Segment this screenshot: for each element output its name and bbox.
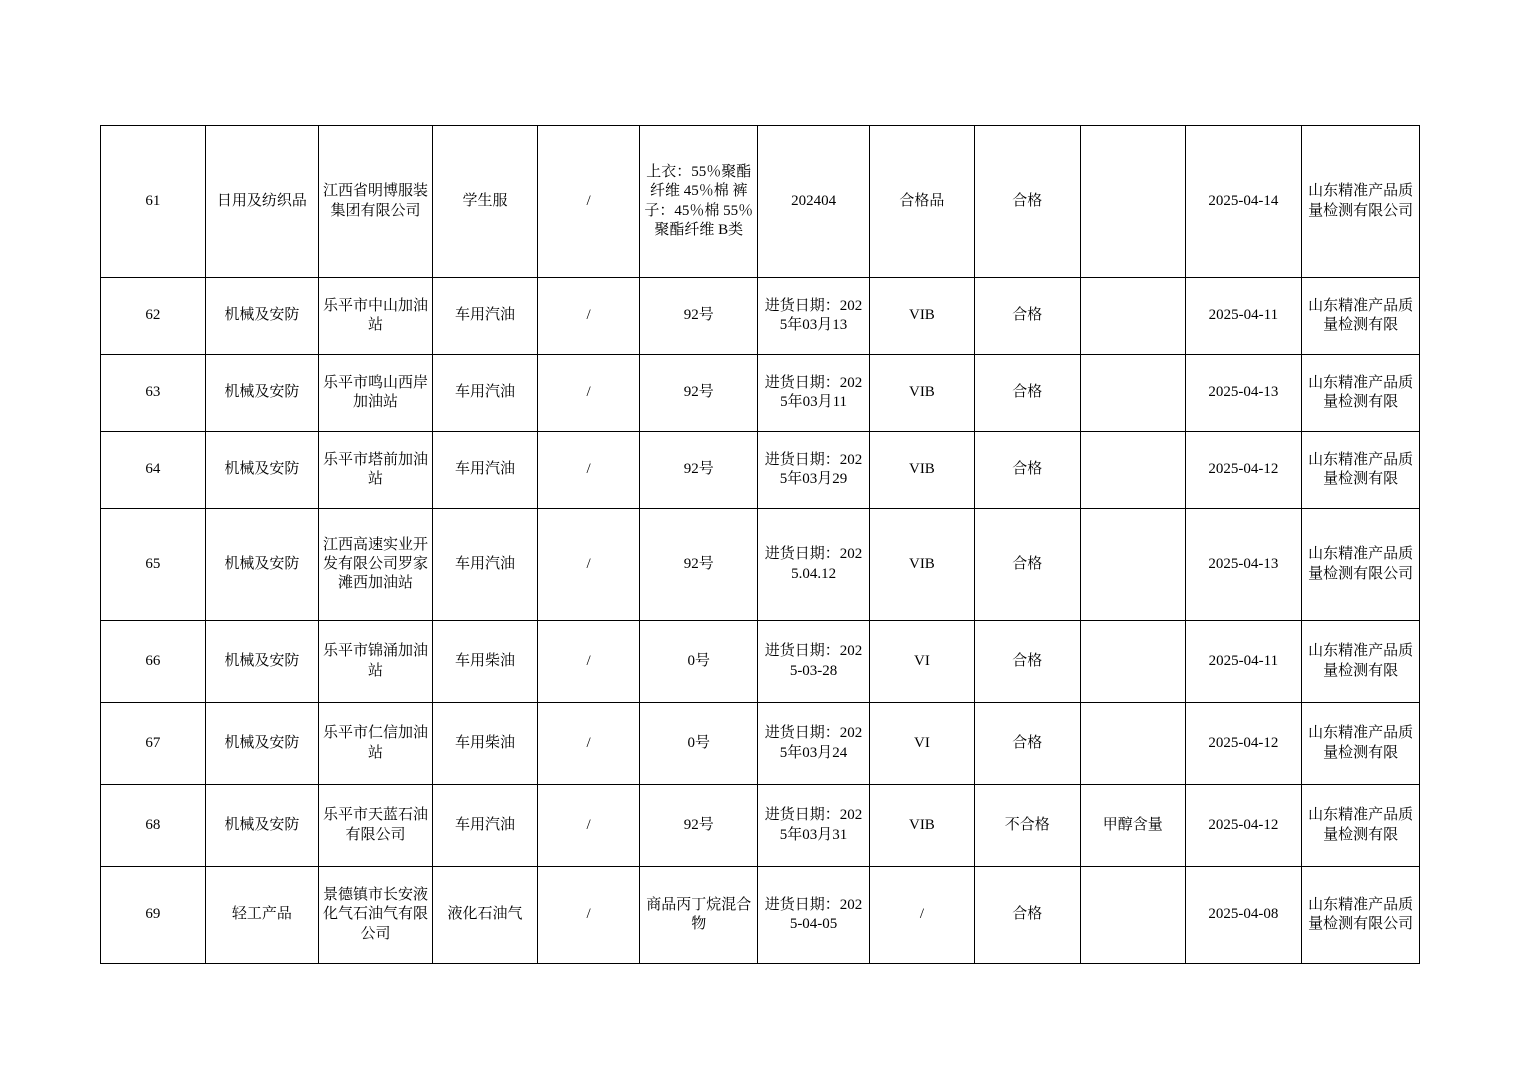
cell-seq: 63	[101, 355, 206, 432]
cell-failed-items	[1080, 867, 1185, 964]
cell-product: 车用柴油	[433, 703, 538, 785]
cell-conclusion: 合格	[974, 621, 1080, 703]
cell-batch: 进货日期：2025-03-28	[758, 621, 870, 703]
cell-brand: /	[537, 278, 639, 355]
cell-lab: 山东精准产品质量检测有限公司	[1302, 126, 1420, 278]
table-row	[101, 785, 1420, 867]
inspection-results-table	[100, 125, 1420, 964]
cell-lab: 山东精准产品质量检测有限	[1302, 432, 1420, 509]
cell-brand: /	[537, 355, 639, 432]
cell-date: 2025-04-12	[1185, 432, 1302, 509]
cell-brand: /	[537, 703, 639, 785]
cell-product: 车用汽油	[433, 278, 538, 355]
cell-category: 机械及安防	[205, 278, 318, 355]
cell-batch: 202404	[758, 126, 870, 278]
cell-spec: 92号	[640, 432, 758, 509]
cell-grade: VIB	[870, 785, 975, 867]
cell-lab: 山东精准产品质量检测有限	[1302, 785, 1420, 867]
cell-grade: VIB	[870, 355, 975, 432]
cell-product: 液化石油气	[433, 867, 538, 964]
cell-grade: /	[870, 867, 975, 964]
cell-batch: 进货日期：2025年03月31	[758, 785, 870, 867]
cell-grade: 合格品	[870, 126, 975, 278]
cell-category: 机械及安防	[205, 509, 318, 621]
cell-date: 2025-04-12	[1185, 703, 1302, 785]
cell-conclusion: 合格	[974, 867, 1080, 964]
cell-unit: 乐平市仁信加油站	[318, 703, 432, 785]
cell-lab: 山东精准产品质量检测有限	[1302, 278, 1420, 355]
cell-seq: 68	[101, 785, 206, 867]
cell-batch: 进货日期：2025年03月29	[758, 432, 870, 509]
cell-date: 2025-04-12	[1185, 785, 1302, 867]
cell-failed-items	[1080, 432, 1185, 509]
cell-seq: 69	[101, 867, 206, 964]
cell-date: 2025-04-08	[1185, 867, 1302, 964]
cell-lab: 山东精准产品质量检测有限	[1302, 621, 1420, 703]
cell-failed-items	[1080, 278, 1185, 355]
cell-category: 机械及安防	[205, 785, 318, 867]
cell-brand: /	[537, 621, 639, 703]
cell-product: 车用汽油	[433, 785, 538, 867]
cell-unit: 乐平市鸣山西岸加油站	[318, 355, 432, 432]
cell-product: 车用汽油	[433, 355, 538, 432]
cell-date: 2025-04-14	[1185, 126, 1302, 278]
cell-batch: 进货日期：2025-04-05	[758, 867, 870, 964]
cell-category: 机械及安防	[205, 355, 318, 432]
cell-failed-items	[1080, 355, 1185, 432]
table-row	[101, 509, 1420, 621]
cell-seq: 64	[101, 432, 206, 509]
table-row	[101, 126, 1420, 278]
table-row	[101, 432, 1420, 509]
cell-unit: 乐平市锦涌加油站	[318, 621, 432, 703]
cell-seq: 65	[101, 509, 206, 621]
cell-category: 机械及安防	[205, 703, 318, 785]
cell-grade: VIB	[870, 278, 975, 355]
cell-grade: VI	[870, 621, 975, 703]
cell-brand: /	[537, 867, 639, 964]
table-row	[101, 703, 1420, 785]
cell-category: 机械及安防	[205, 432, 318, 509]
cell-conclusion: 不合格	[974, 785, 1080, 867]
cell-lab: 山东精准产品质量检测有限	[1302, 703, 1420, 785]
cell-grade: VIB	[870, 432, 975, 509]
cell-grade: VI	[870, 703, 975, 785]
cell-product: 车用汽油	[433, 432, 538, 509]
cell-conclusion: 合格	[974, 126, 1080, 278]
cell-spec: 0号	[640, 621, 758, 703]
cell-unit: 乐平市天蓝石油有限公司	[318, 785, 432, 867]
cell-batch: 进货日期：2025年03月13	[758, 278, 870, 355]
cell-lab: 山东精准产品质量检测有限公司	[1302, 867, 1420, 964]
cell-category: 机械及安防	[205, 621, 318, 703]
cell-brand: /	[537, 126, 639, 278]
cell-unit: 江西省明博服装集团有限公司	[318, 126, 432, 278]
cell-spec: 92号	[640, 355, 758, 432]
cell-product: 车用柴油	[433, 621, 538, 703]
cell-spec: 92号	[640, 509, 758, 621]
cell-unit: 江西高速实业开发有限公司罗家滩西加油站	[318, 509, 432, 621]
cell-date: 2025-04-13	[1185, 509, 1302, 621]
cell-seq: 61	[101, 126, 206, 278]
cell-category: 轻工产品	[205, 867, 318, 964]
cell-conclusion: 合格	[974, 509, 1080, 621]
cell-date: 2025-04-11	[1185, 621, 1302, 703]
cell-brand: /	[537, 432, 639, 509]
table-row	[101, 621, 1420, 703]
cell-failed-items: 甲醇含量	[1080, 785, 1185, 867]
cell-date: 2025-04-11	[1185, 278, 1302, 355]
cell-seq: 62	[101, 278, 206, 355]
cell-brand: /	[537, 785, 639, 867]
table-row	[101, 867, 1420, 964]
cell-conclusion: 合格	[974, 703, 1080, 785]
cell-conclusion: 合格	[974, 278, 1080, 355]
cell-seq: 67	[101, 703, 206, 785]
cell-seq: 66	[101, 621, 206, 703]
cell-failed-items	[1080, 509, 1185, 621]
table-row	[101, 355, 1420, 432]
cell-lab: 山东精准产品质量检测有限公司	[1302, 509, 1420, 621]
cell-conclusion: 合格	[974, 355, 1080, 432]
cell-unit: 景德镇市长安液化气石油气有限公司	[318, 867, 432, 964]
cell-unit: 乐平市中山加油站	[318, 278, 432, 355]
cell-spec: 92号	[640, 785, 758, 867]
cell-batch: 进货日期：2025年03月11	[758, 355, 870, 432]
cell-spec: 0号	[640, 703, 758, 785]
cell-lab: 山东精准产品质量检测有限	[1302, 355, 1420, 432]
cell-spec: 上衣：55％聚酯纤维 45％棉 裤子：45％棉 55％聚酯纤维 B类	[640, 126, 758, 278]
cell-spec: 商品丙丁烷混合物	[640, 867, 758, 964]
cell-date: 2025-04-13	[1185, 355, 1302, 432]
cell-batch: 进货日期：2025年03月24	[758, 703, 870, 785]
cell-unit: 乐平市塔前加油站	[318, 432, 432, 509]
cell-product: 学生服	[433, 126, 538, 278]
cell-batch: 进货日期：2025.04.12	[758, 509, 870, 621]
cell-spec: 92号	[640, 278, 758, 355]
cell-failed-items	[1080, 126, 1185, 278]
table-row	[101, 278, 1420, 355]
cell-grade: VIB	[870, 509, 975, 621]
cell-failed-items	[1080, 621, 1185, 703]
cell-product: 车用汽油	[433, 509, 538, 621]
cell-failed-items	[1080, 703, 1185, 785]
cell-conclusion: 合格	[974, 432, 1080, 509]
cell-category: 日用及纺织品	[205, 126, 318, 278]
cell-brand: /	[537, 509, 639, 621]
